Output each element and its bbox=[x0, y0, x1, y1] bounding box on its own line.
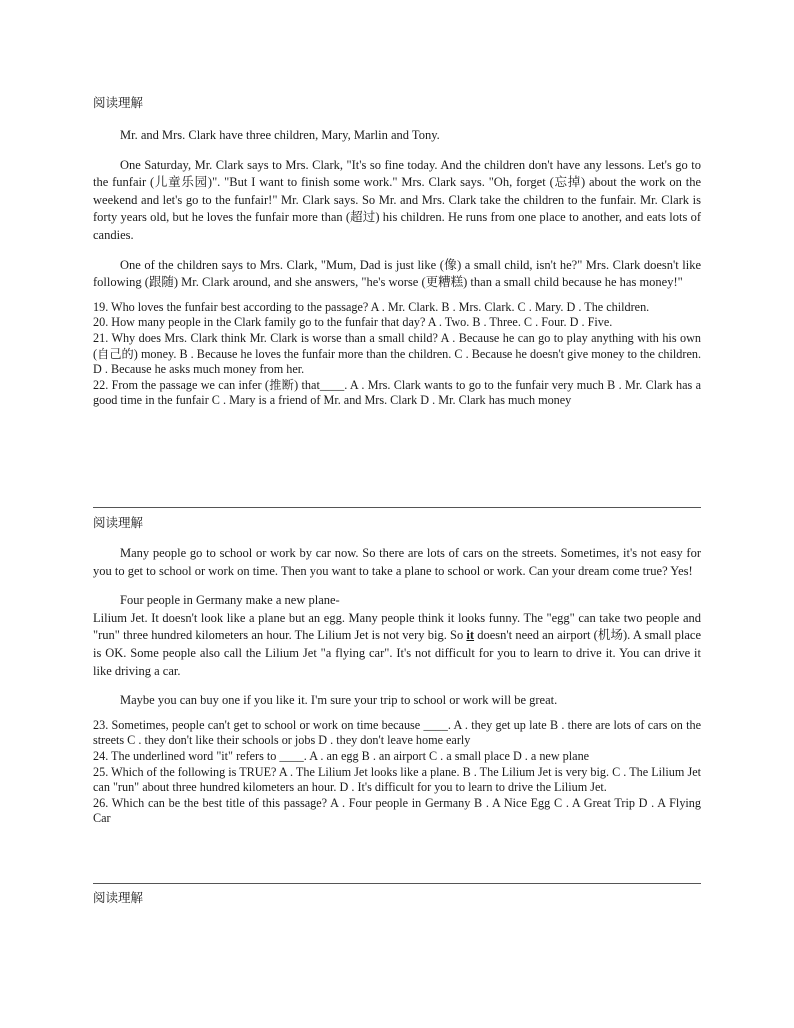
passage-paragraph bbox=[93, 610, 701, 680]
question-item: 22. From the passage we can infer (推断) that____. A . Mrs. Clark wants to go to the funfair very much B . Mr. Clark has a good time in the funfair C . Mary is a friend of Mr. and Mrs. Clark D . Mr. Clark has much money bbox=[93, 377, 701, 408]
reading-section-1 bbox=[93, 95, 701, 409]
section-heading: 阅读理解 bbox=[93, 891, 144, 905]
reading-section-3 bbox=[93, 890, 701, 906]
question-item: 24. The underlined word "it" refers to ____. A . an egg B . an airport C . a small place D . a new plane bbox=[93, 748, 590, 763]
section-heading: 阅读理解 bbox=[93, 96, 144, 110]
question-item: 20. How many people in the Clark family go to the funfair that day? A . Two. B . Three. C . Four. D . Five. bbox=[93, 315, 613, 330]
question-item: 25. Which of the following is TRUE? A . The Lilium Jet looks like a plane. B . The Lilium Jet is very big. C . The Lilium Jet can "run" about three hundred kilometers an hour. D . It's difficult for you to learn to drive the Lilium Jet. bbox=[93, 764, 701, 795]
section-divider bbox=[93, 883, 701, 884]
question-item: 26. Which can be the best title of this passage? A . Four people in Germany B . A Nice Egg C . A Great Trip D . A Flying Car bbox=[93, 795, 701, 826]
reading-section-2 bbox=[93, 515, 701, 827]
passage-paragraph: Many people go to school or work by car now. So there are lots of cars on the streets. Sometimes, it's not easy for you to get to school or work on time. Then you want to take a plane to school or work. Can your dream come true? Yes! bbox=[93, 546, 701, 578]
passage-paragraph: One Saturday, Mr. Clark says to Mrs. Clark, "It's so fine today. And the children don't have any lessons. Let's go to the funfair (儿童乐园)". "But I want to finish some work." Mrs. Clark says. "Oh, forget (忘掉) about the work on the weekend and let's go to the funfair!" Mr. Clark says. So Mr. and Mrs. Clark take the children to the funfair. Mr. Clark is forty years old, but he loves the funfair more than (超过) his children. He runs from one place to another, and eats lots of candies. bbox=[93, 157, 701, 242]
passage-paragraph: Mr. and Mrs. Clark have three children, Mary, Marlin and Tony. bbox=[120, 128, 440, 142]
passage-paragraph: Maybe you can buy one if you like it. I'm sure your trip to school or work will be great. bbox=[120, 693, 558, 708]
passage-text: Lilium Jet. It doesn't look like a plane but an egg. Many people think it looks funny. The "egg" can take two people and "run" three hundred kilometers an hour. The Lilium Jet is not very big. So bbox=[93, 610, 701, 643]
question-item: 21. Why does Mrs. Clark think Mr. Clark is worse than a small child? A . Because he can go to play anything with his own (自己的) money. B . Because he loves the funfair more than the children. C . Because he doesn't give money to the children. D . Because he asks much money from her. bbox=[93, 330, 701, 377]
question-item: 23. Sometimes, people can't get to school or work on time because ____. A . they get up late B . there are lots of cars on the streets C . they don't like their schools or jobs D . they don't leave home early bbox=[93, 717, 701, 748]
passage-paragraph: One of the children says to Mrs. Clark, "Mum, Dad is just like (像) a small child, isn't he?" Mrs. Clark doesn't like following (跟随) Mr. Clark around, and she answers, "he's worse (更糟糕) than a small child because he has money!" bbox=[93, 257, 701, 290]
section-heading: 阅读理解 bbox=[93, 516, 144, 530]
passage-text: doesn't need an airport (机场). A small place is OK. Some people also call the Lilium Jet "a flying car". It's not difficult for you to learn to drive it. You can drive it like driving a car. bbox=[93, 628, 701, 678]
question-item: 19. Who loves the funfair best according to the passage? A . Mr. Clark. B . Mrs. Clark. C . Mary. D . The children. bbox=[93, 299, 650, 314]
passage-paragraph: Four people in Germany make a new plane- bbox=[120, 593, 340, 608]
section-divider bbox=[93, 507, 701, 508]
underlined-word: it bbox=[466, 628, 475, 643]
